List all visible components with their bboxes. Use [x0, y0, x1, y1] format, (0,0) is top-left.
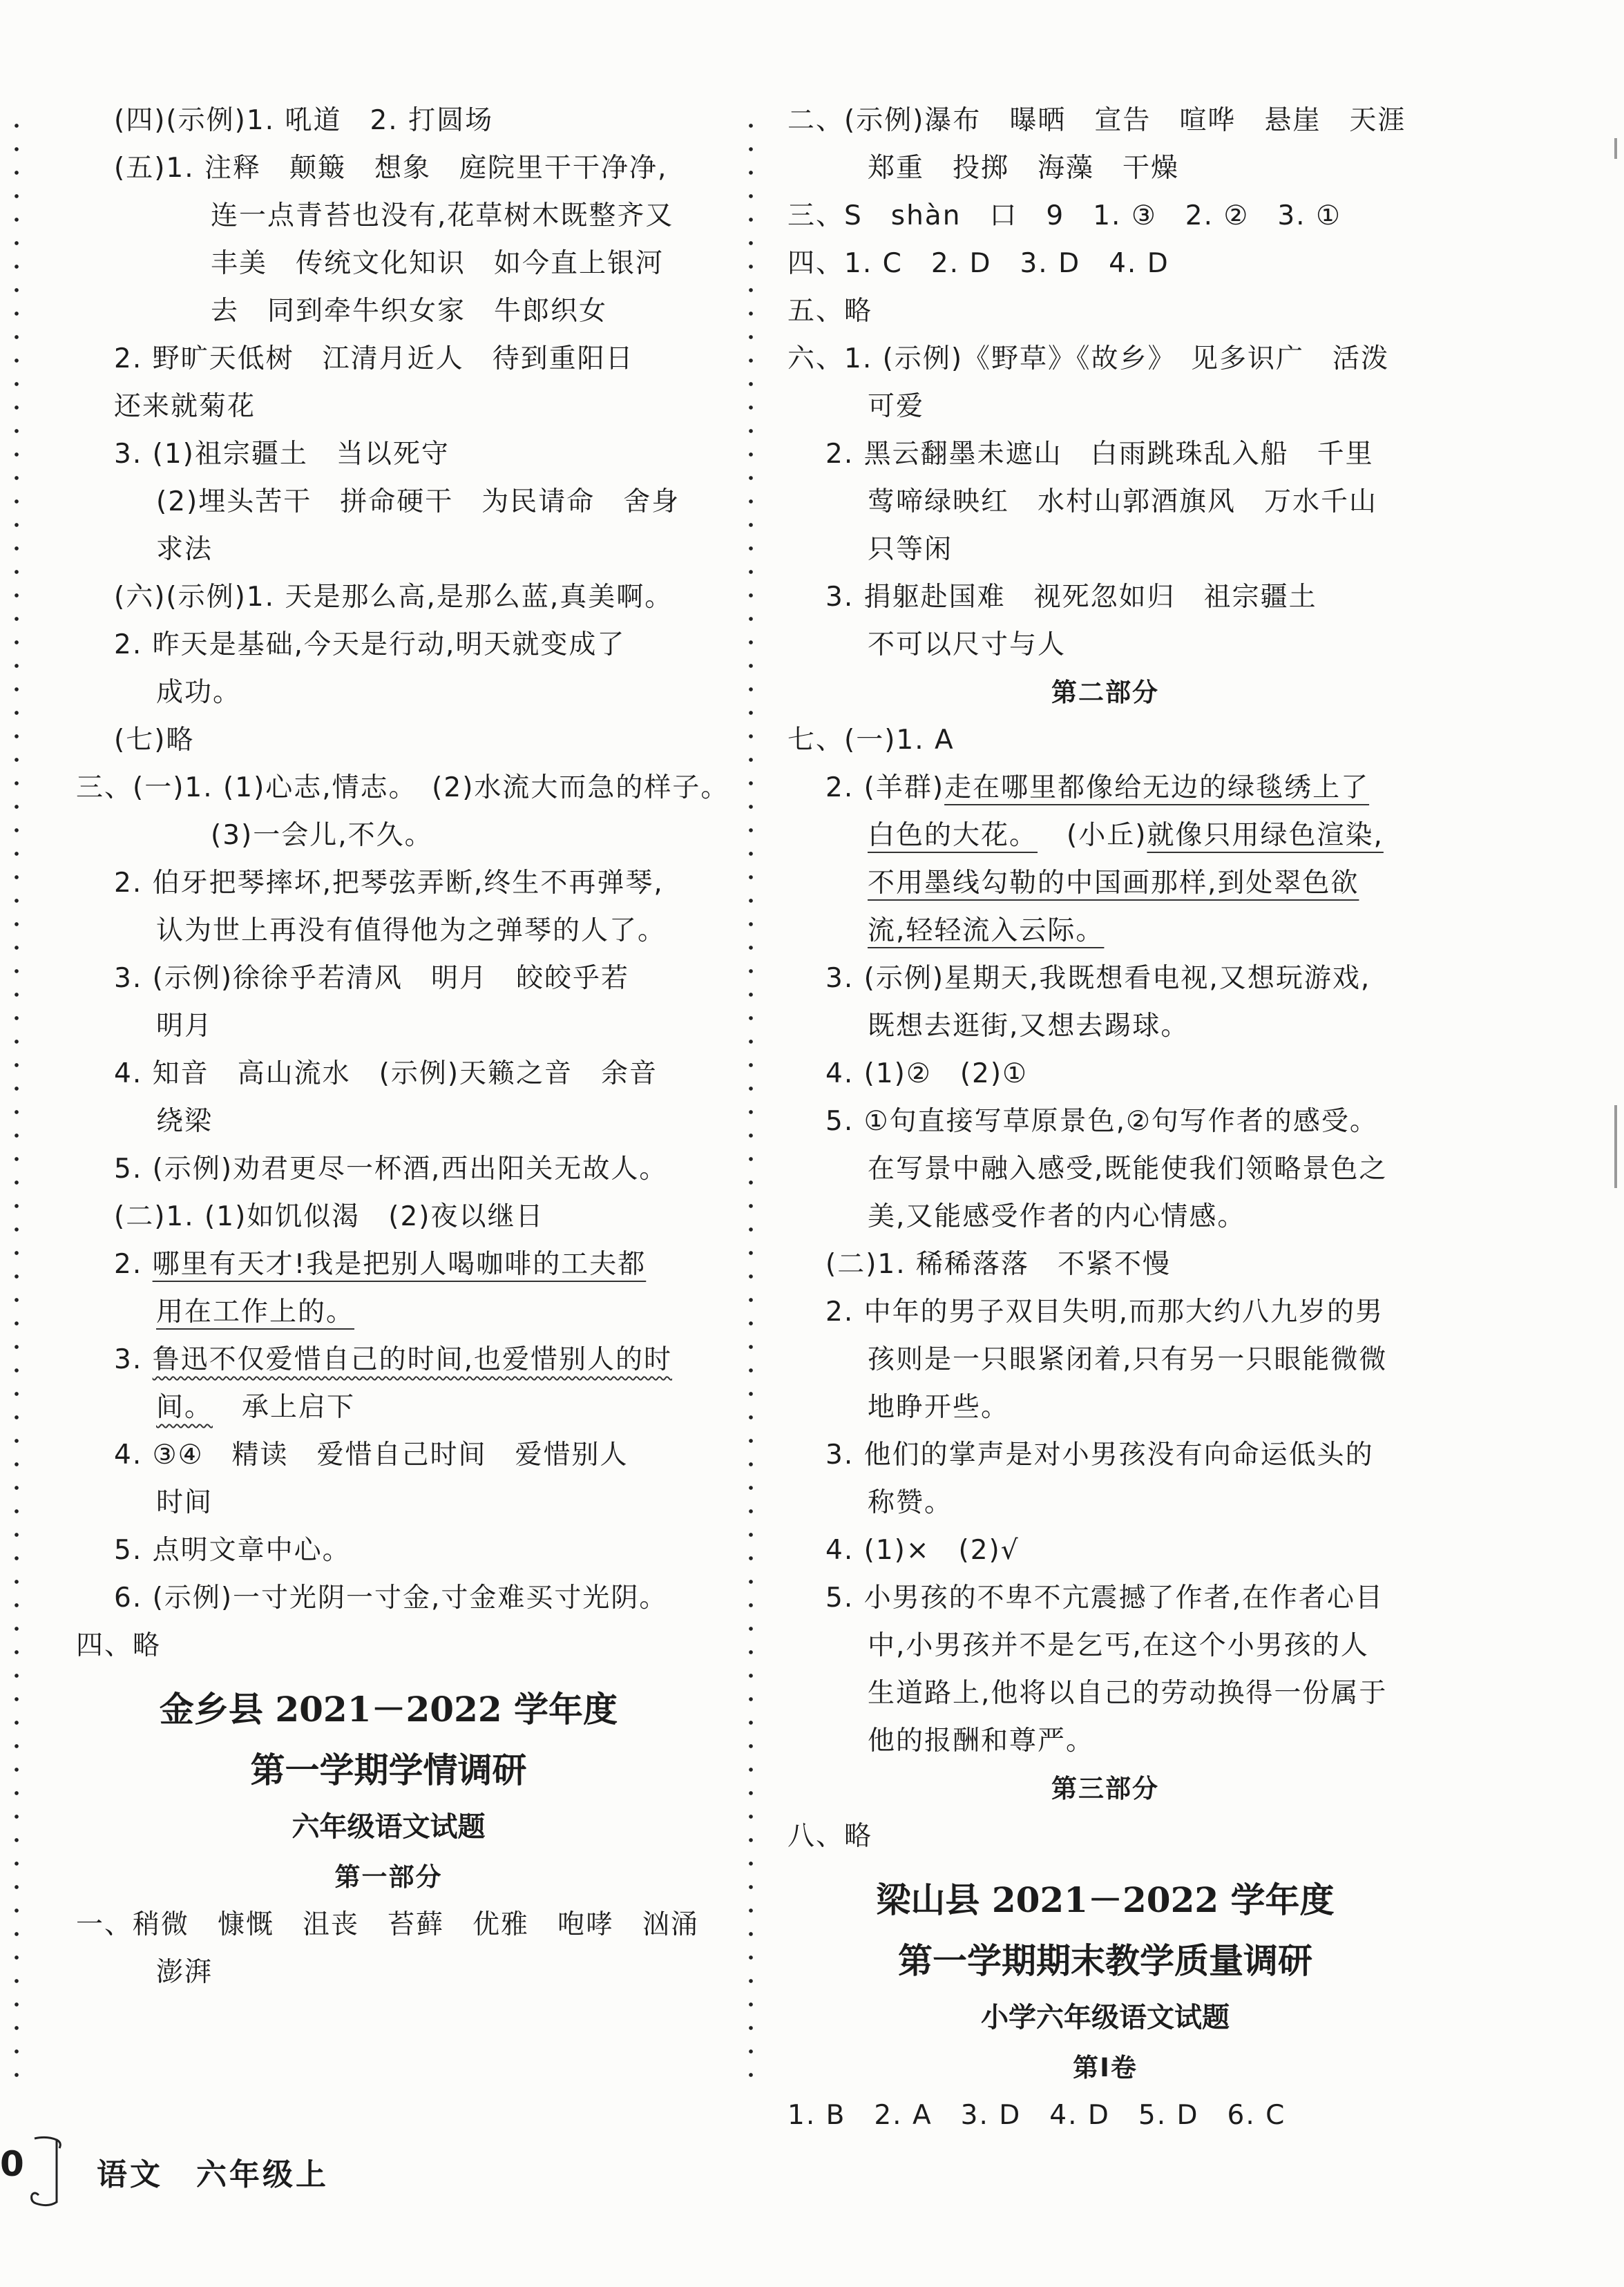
answer-line: 四、1. C 2. D 3. D 4. D: [787, 248, 1169, 279]
answer-line: 既想去逛街,又想去踢球。: [868, 1011, 1190, 1042]
answer-line: 3. (1)祖宗疆土 当以死守: [114, 439, 450, 470]
answer-line: 中,小男孩并不是乞丐,在这个小男孩的人: [868, 1630, 1369, 1661]
scan-edge-mark: [1614, 138, 1617, 159]
answer-line: 八、略: [787, 1821, 873, 1852]
underlined-sentence: 就像只用绿色渲染,: [1147, 820, 1384, 851]
answer-line: [787, 764, 1423, 812]
answer-line: 认为世上再没有值得他为之弹琴的人了。: [156, 915, 667, 946]
exam-title: 梁山县 2021－2022 学年度: [876, 1879, 1335, 1920]
answer-line: (3)一会儿,不久。: [211, 820, 433, 851]
answer-line: 七、(一)1. A: [787, 725, 955, 756]
answer-line: 4. 知音 高山流水 (示例)天籁之音 余音: [114, 1058, 658, 1089]
answer-line: 2. 黑云翻墨未遮山 白雨跳珠乱入船 千里: [825, 439, 1374, 470]
exam-subtitle: 第一学期学情调研: [250, 1750, 527, 1790]
answer-line: [787, 812, 1423, 859]
answer-line: 还来就菊花: [114, 391, 256, 422]
left-column: [76, 97, 729, 1996]
answer-line: 3. 他们的掌声是对小男孩没有向命运低头的: [825, 1439, 1374, 1471]
answer-line: 澎湃: [156, 1957, 213, 1988]
answer-line: (二)1. 稀稀落落 不紧不慢: [825, 1249, 1172, 1280]
answer-line: 他的报酬和尊严。: [868, 1725, 1095, 1757]
answer-line: 5. ①句直接写草原景色,②句写作者的感受。: [825, 1106, 1378, 1137]
page-footer: [0, 2134, 414, 2210]
answer-text: (羊群): [863, 772, 945, 803]
answer-line: 郑重 投掷 海藻 干燥: [868, 153, 1180, 184]
subject-grade-label: 语文 六年级上: [97, 2157, 329, 2192]
answer-line: [76, 1384, 701, 1431]
underlined-sentence: 白色的大花。: [868, 820, 1038, 851]
answer-line: 2. 昨天是基础,今天是行动,明天就变成了: [114, 629, 626, 660]
answer-line: 时间: [156, 1487, 213, 1518]
answer-line: (四)(示例)1. 吼道 2. 打圆场: [114, 105, 494, 136]
underlined-sentence: 不用墨线勾勒的中国画那样,到处翠色欲: [868, 868, 1359, 899]
answer-line: (二)1. (1)如饥似渴 (2)夜以继日: [114, 1201, 544, 1232]
underlined-quote: 用在工作上的。: [156, 1296, 355, 1328]
answer-line: 2. 中年的男子双目失明,而那大约八九岁的男: [825, 1296, 1384, 1328]
answer-line: 莺啼绿映红 水村山郭酒旗风 万水千山: [868, 486, 1378, 517]
answer-line: 4. ③④ 精读 爱惜自己时间 爱惜别人: [114, 1439, 629, 1471]
part-heading: 第一部分: [334, 1862, 443, 1892]
underlined-sentence: 走在哪里都像给无边的绿毯绣上了: [944, 772, 1370, 803]
answer-line: 一、稍微 慷慨 沮丧 苔藓 优雅 咆哮 汹涌: [76, 1909, 700, 1940]
answer-line: 3. (示例)徐徐乎若清风 明月 皎皎乎若: [114, 963, 630, 994]
answer-line: (2)埋头苦干 拼命硬干 为民请命 舍身: [156, 486, 680, 517]
item-number: 2.: [114, 1249, 143, 1280]
answer-line: 丰美 传统文化知识 如今直上银河: [211, 248, 665, 279]
volume-heading: 第Ⅰ卷: [1073, 2053, 1138, 2083]
answer-line: 在写景中融入感受,既能使我们领略景色之: [868, 1154, 1388, 1185]
item-number: 2.: [825, 772, 854, 803]
answer-line: 四、略: [76, 1630, 162, 1661]
answer-line: 称赞。: [868, 1487, 953, 1518]
item-number: 3.: [114, 1344, 143, 1375]
answer-line: 不可以尺寸与人: [868, 629, 1067, 660]
answer-line: 3. (示例)星期天,我既想看电视,又想玩游戏,: [825, 963, 1371, 994]
answer-line: 1. B 2. A 3. D 4. D 5. D 6. C: [787, 2100, 1286, 2131]
page-number: 0: [0, 2144, 24, 2184]
underlined-quote: 哪里有天才!我是把别人喝咖啡的工夫都: [152, 1249, 647, 1280]
right-column: [787, 97, 1423, 2139]
answer-line: 求法: [156, 534, 213, 565]
answer-line: 6. (示例)一寸光阴一寸金,寸金难买寸光阴。: [114, 1582, 668, 1614]
answer-line: 3. 捐躯赴国难 视死忽如归 祖宗疆土: [825, 582, 1317, 613]
wavy-underlined-sentence: 间。: [156, 1392, 213, 1423]
part-heading: 第三部分: [1051, 1774, 1159, 1803]
scan-edge-mark: [1614, 1105, 1617, 1188]
answer-line: 5. 点明文章中心。: [114, 1535, 351, 1566]
answer-line: 三、(一)1. (1)心志,情志。 (2)水流大而急的样子。: [76, 772, 729, 803]
answer-line: 明月: [156, 1011, 213, 1042]
answer-line: 4. (1)② (2)①: [825, 1058, 1029, 1089]
answer-line: 地睁开些。: [868, 1392, 1010, 1423]
answer-line: 成功。: [156, 677, 242, 708]
answer-line: 美,又能感受作者的内心情感。: [868, 1201, 1246, 1232]
answer-line: 2. 伯牙把琴摔坏,把琴弦弄断,终生不再弹琴,: [114, 868, 664, 899]
answer-line: 五、略: [787, 296, 873, 327]
answer-line: 三、S shàn 口 9 1. ③ 2. ② 3. ①: [787, 200, 1341, 231]
answer-line: (五)1. 注释 颠簸 想象 庭院里干干净净,: [114, 153, 668, 184]
answer-line: (六)(示例)1. 天是那么高,是那么蓝,真美啊。: [114, 582, 674, 613]
answer-line: 5. (示例)劝君更尽一杯酒,西出阳关无故人。: [114, 1154, 668, 1185]
answer-line: 孩则是一只眼紧闭着,只有另一只眼能微微: [868, 1344, 1388, 1375]
answer-line: [787, 859, 1423, 907]
underlined-sentence: 流,轻轻流入云际。: [868, 915, 1105, 946]
answer-text: (小丘): [1067, 820, 1147, 851]
binding-dots-left: [14, 114, 19, 2096]
part-heading: 第二部分: [1051, 678, 1159, 707]
answer-text: 承上启下: [242, 1392, 356, 1423]
exam-paper-name: 六年级语文试题: [292, 1811, 486, 1843]
answer-line: 只等闲: [868, 534, 953, 565]
answer-line: 可爱: [868, 391, 925, 422]
answer-line: [76, 1288, 701, 1336]
answer-line: 绕梁: [156, 1106, 213, 1137]
answer-line: 去 同到牵牛织女家 牛郎织女: [211, 296, 608, 327]
answer-line: [76, 1336, 701, 1384]
answer-line: (七)略: [114, 725, 195, 756]
wavy-underlined-sentence: 鲁迅不仅爱惜自己的时间,也爱惜别人的时: [152, 1344, 673, 1375]
answer-line: 生道路上,他将以自己的劳动换得一份属于: [868, 1678, 1388, 1709]
answer-line: 二、(示例)瀑布 曝晒 宣告 喧哗 悬崖 天涯: [787, 105, 1406, 136]
column-divider-dots: [748, 114, 754, 2096]
exam-paper-name: 小学六年级语文试题: [981, 2002, 1230, 2034]
answer-line: 5. 小男孩的不卑不亢震撼了作者,在作者心目: [825, 1582, 1384, 1614]
answer-line: 2. 野旷天低树 江清月近人 待到重阳日: [114, 343, 634, 374]
exam-subtitle: 第一学期期末教学质量调研: [898, 1940, 1312, 1981]
answer-line: [787, 907, 1423, 955]
exam-title: 金乡县 2021－2022 学年度: [159, 1689, 618, 1730]
answer-line: 4. (1)× (2)√: [825, 1535, 1020, 1566]
answer-line: 连一点青苔也没有,花草树木既整齐又: [211, 200, 674, 231]
answer-line: [76, 1241, 701, 1288]
answer-line: 六、1. (示例)《野草》《故乡》 见多识广 活泼: [787, 343, 1390, 374]
scroll-icon: [25, 2134, 66, 2210]
